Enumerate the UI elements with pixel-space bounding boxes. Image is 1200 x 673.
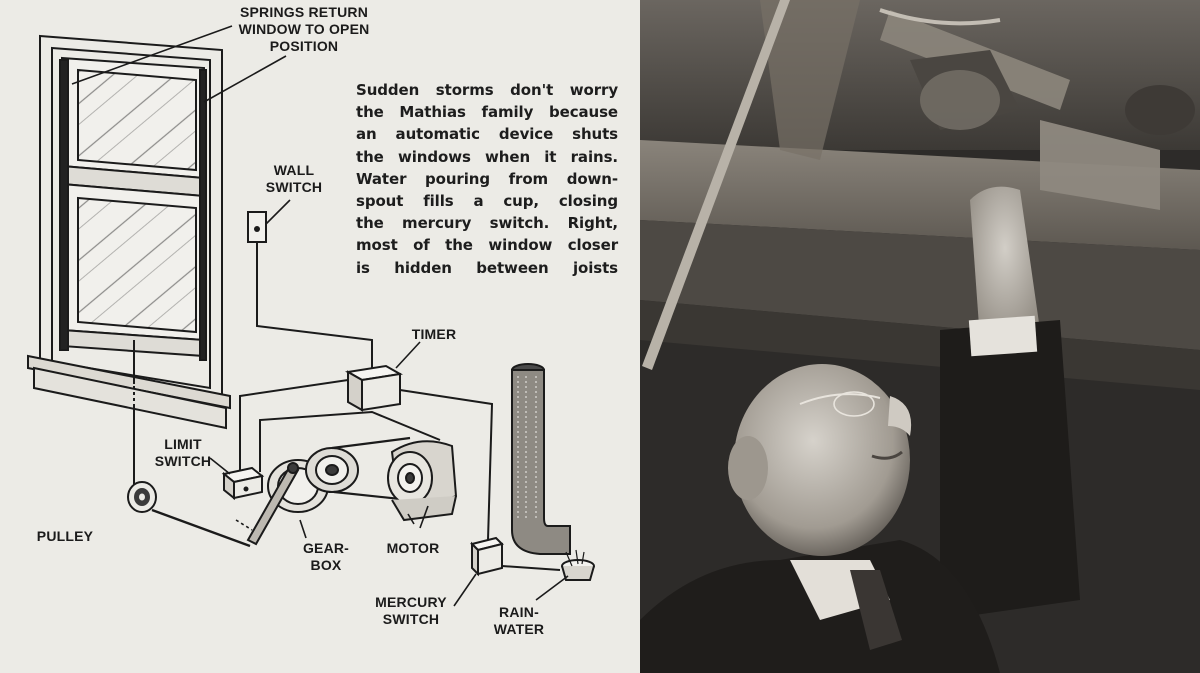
label-motor: MOTOR (386, 540, 440, 556)
downspout (512, 364, 594, 600)
label-limit-switch: LIMIT SWITCH (154, 436, 212, 469)
wall-switch (248, 200, 290, 242)
label-wall-switch: WALL SWITCH (265, 162, 323, 195)
caption-line: spout fills a cup, closing (356, 192, 618, 211)
caption-line: Sudden storms don't worry (356, 81, 618, 99)
gear-box (236, 448, 358, 544)
caption-line: most of the window closer (356, 236, 618, 255)
wire-switch-timer (257, 243, 372, 368)
label-mercury-switch: MERCURY SWITCH (375, 594, 447, 627)
caption-line: Water pouring from down- (356, 169, 618, 188)
photo-panel (640, 0, 1200, 673)
pulley-wheel (128, 482, 156, 512)
limit-switch (210, 458, 262, 498)
timer (348, 342, 420, 410)
label-gear-box: GEAR- BOX (302, 540, 350, 573)
motor (388, 441, 456, 528)
caption-line: the Mathias family because (356, 103, 618, 122)
pulley-cord (152, 510, 250, 546)
caption-line: is hidden between joists (356, 258, 618, 277)
caption-line: the mercury switch. Right, (356, 214, 618, 233)
label-pulley: PULLEY (36, 528, 94, 544)
caption-line: an automatic device shuts (356, 125, 618, 144)
man-under-floor-joists-photo (640, 0, 1200, 673)
label-rain-water: RAIN- WATER (493, 604, 545, 637)
caption-line: the windows when it rains. (356, 147, 618, 166)
window (28, 36, 230, 428)
label-springs-return: SPRINGS RETURN WINDOW TO OPEN POSITION (238, 4, 370, 54)
caption (356, 79, 618, 279)
label-timer: TIMER (411, 326, 457, 342)
